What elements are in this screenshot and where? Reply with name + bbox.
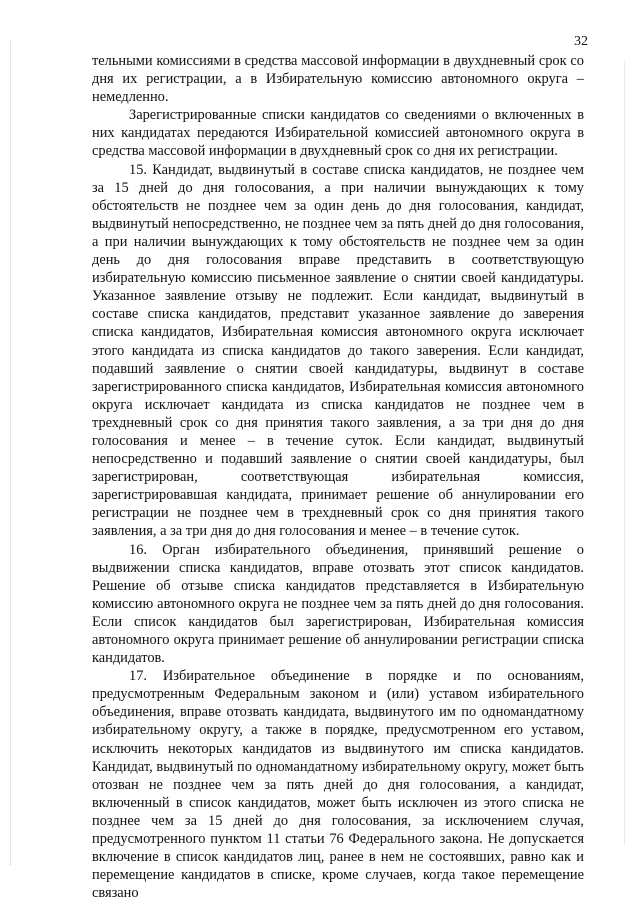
scan-edge-left: [10, 40, 12, 865]
paragraph-item-15: 15. Кандидат, выдвинутый в составе списка кандидатов, не позднее чем за 15 дней до дня голосования, а при наличии вынуждающих к тому обстоятельств не позднее чем за один день до дня голосования, кандидат, выдвинутый непосредственно, не позднее чем за пять дней до дня голосования, а при наличии вынуждающих к тому обстоятельств не позднее чем за один день до дня голосования вправе представить в соответствующую избирательную комиссию письменное заявление о снятии своей кандидатуры. Указанное заявление отзыву не подлежит. Если кандидат, выдвинутый в составе списка кандидатов, представит указанное заявление до заверения списка кандидатов, Избирательная комиссия автономного округа исключает этого кандидата из списка кандидатов до такого заверения. Если кандидат, подавший заявление о снятии своей кандидатуры, выдвинут в составе зарегистрированного списка кандидатов, Избирательная комиссия автономного округа исключает кандидата из списка кандидатов не позднее чем в трехдневный срок со дня принятия такого заявления, а за три дня до дня голосования и менее – в течение суток. Если кандидат, выдвинутый непосредственно и подавший заявление о снятии своей кандидатуры, был зарегистрирован, соответствующая избирательная комиссия, зарегистрировавшая кандидата, принимает решение об аннулировании его регистрации не позднее чем в трехдневный срок со дня принятия такого заявления, а за три дня до дня голосования и менее – в течение суток.: [92, 161, 584, 540]
document-body: [92, 52, 584, 902]
paragraph-item-16: 16. Орган избирательного объединения, принявший решение о выдвижении списка кандидатов, вправе отозвать этот список кандидатов. Решение об отзыве списка кандидатов представляется в Избирательную комиссию автономного округа не позднее чем за пять дней до дня голосования. Если список кандидатов был зарегистрирован, Избирательная комиссия автономного округа принимает решение об аннулировании регистрации списка кандидатов.: [92, 541, 584, 667]
scan-edge-right: [624, 60, 626, 845]
paragraph-item-17: 17. Избирательное объединение в порядке и по основаниям, предусмотренным Федеральным законом и (или) уставом избирательного объединения, вправе отозвать кандидата, выдвинутого им по одномандатному избирательному округу, а также в порядке, предусмотренном его уставом, исключить некоторых кандидатов из выдвинутого им списка кандидатов. Кандидат, выдвинутый по одномандатному избирательному округу, может быть отозван не позднее чем за пять дней до дня голосования, а кандидат, включенный в список кандидатов, может быть исключен из этого списка не позднее чем за 15 дней до дня голосования, за исключением случая, предусмотренного пунктом 11 статьи 76 Федерального закона. Не допускается включение в список кандидатов лиц, ранее в нем не состоявших, равно как и перемещение кандидатов в списке, кроме случаев, когда такое перемещение связано: [92, 668, 584, 902]
paragraph-registered-lists: Зарегистрированные списки кандидатов со сведениями о включенных в них кандидатах передаются Избирательной комиссией автономного округа в средства массовой информации в двухдневный срок со дня их регистрации.: [92, 107, 584, 160]
page-number: 32: [574, 34, 588, 49]
paragraph-continuation: тельными комиссиями в средства массовой информации в двухдневный срок со дня их регистрации, а в Избирательную комиссию автономного округа – немедленно.: [92, 53, 584, 106]
